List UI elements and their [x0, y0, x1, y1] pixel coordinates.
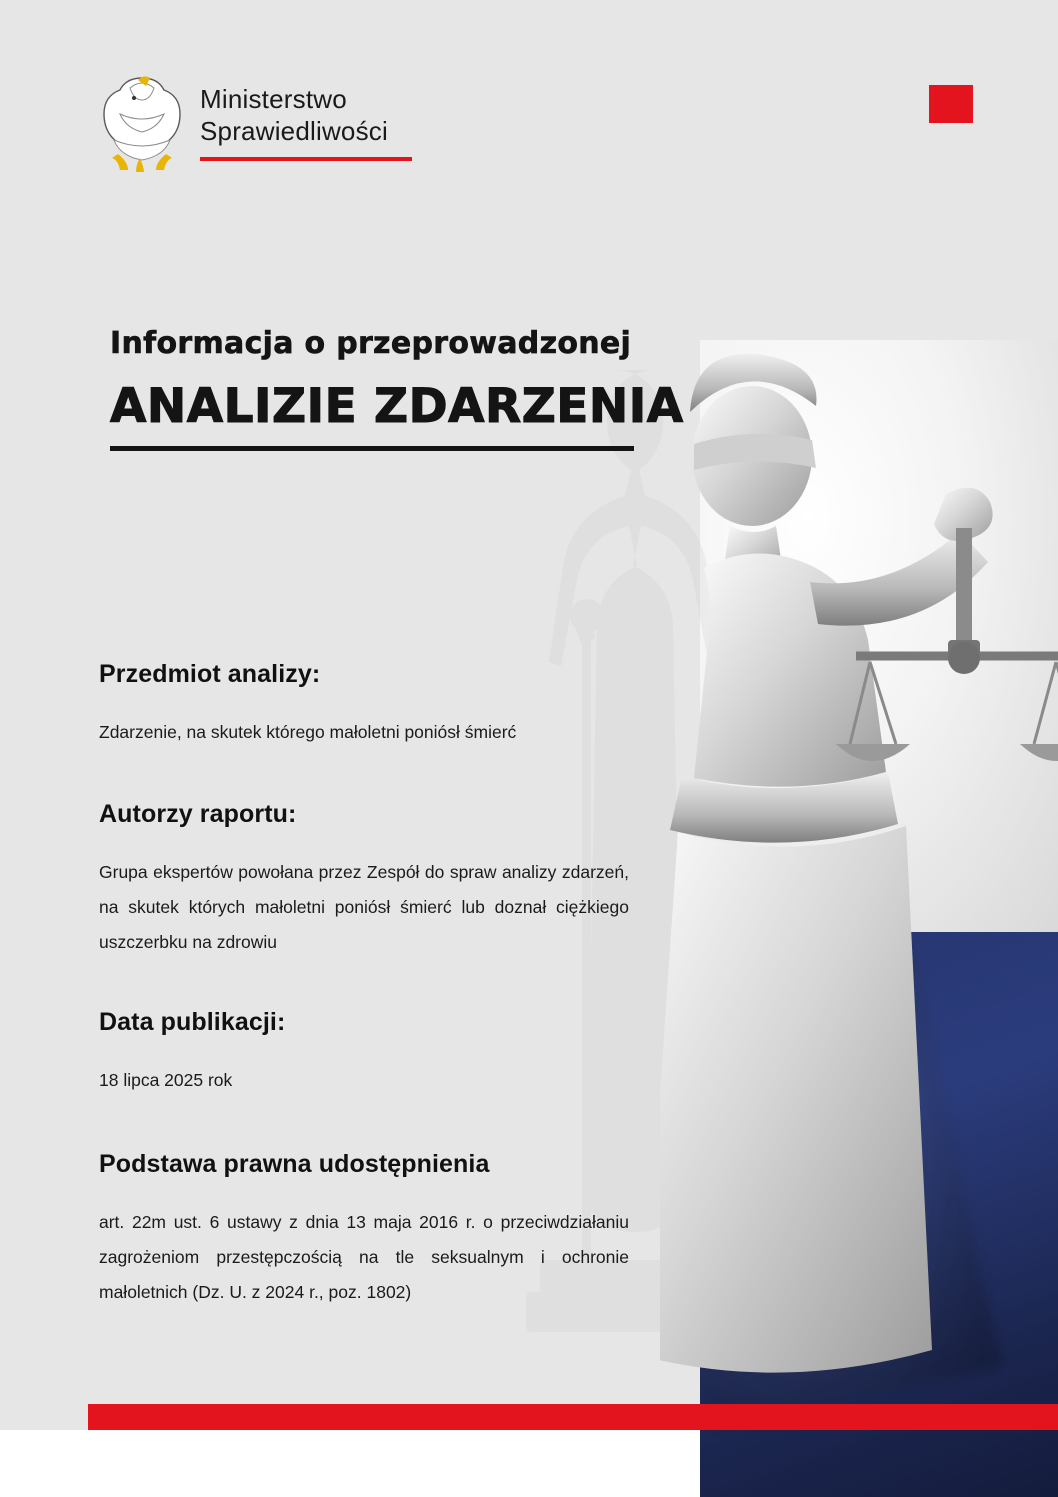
cover-photo-panel	[700, 340, 1058, 1497]
title-overline: Informacja o przeprowadzonej	[110, 326, 632, 361]
ministry-underline-rule	[200, 157, 412, 161]
section-text: art. 22m ust. 6 ustawy z dnia 13 maja 2016 r. o przeciwdziałaniu zagrożeniom przestępczością na tle seksualnym i ochronie małoletnich (Dz. U. z 2024 r., poz. 1802)	[99, 1212, 629, 1302]
polish-eagle-emblem-icon	[100, 70, 184, 174]
section-heading: Data publikacji:	[99, 1008, 286, 1036]
section-text: 18 lipca 2025 rok	[99, 1070, 233, 1090]
page-title: ANALIZIE ZDARZENIA	[110, 379, 684, 434]
ministry-name-line-2: Sprawiedliwości	[200, 115, 388, 146]
photo-light-area	[700, 340, 1058, 932]
red-flag-square-icon	[929, 85, 973, 123]
section-text: Zdarzenie, na skutek którego małoletni poniósł śmierć	[99, 722, 517, 742]
title-underline-rule	[110, 446, 634, 451]
section-legal-basis	[99, 1150, 629, 1310]
section-text: Grupa ekspertów powołana przez Zespół do spraw analizy zdarzeń, na skutek których małoletni poniósł śmierć lub doznał ciężkiego uszczerbku na zdrowiu	[99, 862, 629, 952]
document-body	[99, 660, 629, 1344]
section-publication-date	[99, 1008, 629, 1098]
ministry-name-block	[200, 70, 412, 161]
section-subject	[99, 660, 629, 750]
section-heading: Przedmiot analizy:	[99, 660, 321, 688]
footer-red-bar	[88, 1404, 1058, 1430]
section-heading: Podstawa prawna udostępnienia	[99, 1150, 490, 1178]
ministry-name-line-1: Ministerstwo	[200, 84, 347, 114]
section-authors	[99, 800, 629, 960]
ministry-header	[100, 70, 412, 174]
footer-white-area	[0, 1430, 700, 1497]
title-block	[110, 326, 710, 451]
section-heading: Autorzy raportu:	[99, 800, 297, 828]
